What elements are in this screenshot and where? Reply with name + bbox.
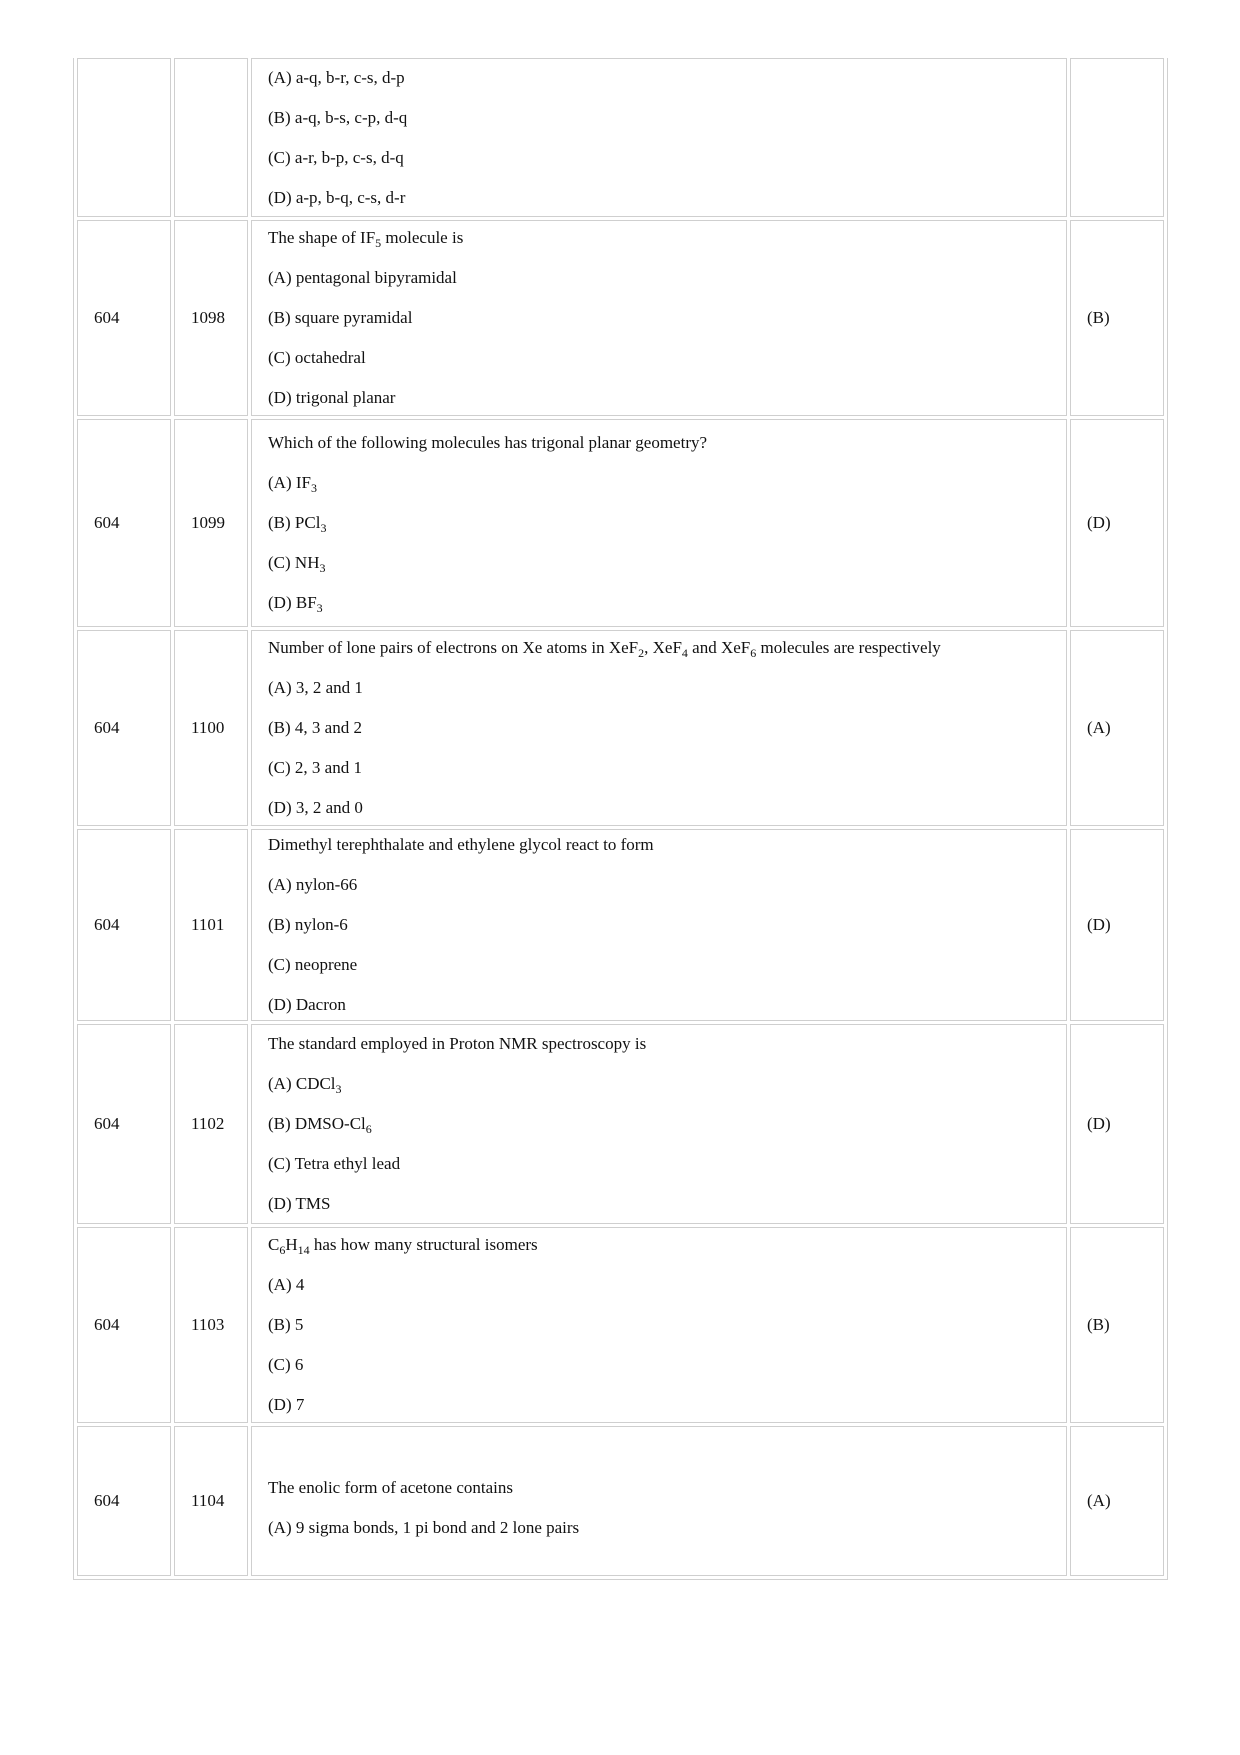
answer-option: (A) a-q, b-r, c-s, d-p: [268, 67, 405, 87]
subject-code-cell: 604: [77, 220, 171, 416]
answer-option: (D) TMS: [268, 1194, 331, 1213]
question-cell: [251, 220, 1067, 416]
answer-option: (C) neoprene: [268, 955, 358, 974]
text-run: , XeF: [644, 638, 682, 657]
text-run: has how many structural isomers: [309, 1235, 538, 1254]
subscript: 3: [319, 561, 326, 575]
text-run: Which of the following molecules has trigonal planar geometry?: [268, 433, 708, 452]
question-id-cell: [174, 58, 248, 217]
question-text: [268, 833, 1050, 857]
text-run: (B) PCl: [268, 513, 321, 532]
question-cell: [251, 829, 1067, 1021]
answer-option: [268, 1112, 1050, 1136]
answer-option: (D) 7: [268, 1395, 305, 1414]
question-id-cell: 1099: [174, 419, 248, 627]
question-row: [77, 630, 1164, 826]
answer-option: (D) a-p, b-q, c-s, d-r: [268, 187, 406, 207]
subscript: 5: [375, 236, 382, 250]
subject-code-cell: [77, 58, 171, 217]
answer-option: (A) nylon-66: [268, 875, 358, 894]
correct-answer-cell: (B): [1070, 220, 1164, 416]
text-run: The enolic form of acetone contains: [268, 1478, 513, 1497]
question-row: [77, 1024, 1164, 1224]
subscript: 2: [638, 646, 645, 660]
subscript: 14: [297, 1243, 310, 1257]
question-cell: [251, 58, 1067, 217]
answer-option: (D) Dacron: [268, 995, 346, 1014]
question-text: [268, 226, 1050, 250]
question-id-cell: 1101: [174, 829, 248, 1021]
text-run: H: [285, 1235, 298, 1254]
answer-option: (C) 6: [268, 1355, 304, 1374]
question-text: [268, 431, 1050, 455]
question-table-body: [77, 58, 1164, 1576]
text-run: (A) IF: [268, 473, 311, 492]
text-run: Dimethyl terephthalate and ethylene glycol react to form: [268, 835, 654, 854]
question-text: [268, 636, 1050, 660]
subscript: 3: [310, 481, 317, 495]
question-row: [77, 829, 1164, 1021]
subject-code-cell: 604: [77, 1024, 171, 1224]
question-text: [268, 1032, 1050, 1056]
question-cell: [251, 630, 1067, 826]
answer-option: (C) octahedral: [268, 348, 366, 367]
subject-code-cell: 604: [77, 630, 171, 826]
correct-answer-cell: (B): [1070, 1227, 1164, 1423]
answer-option: (A) 4: [268, 1275, 305, 1294]
text-run: C: [268, 1235, 280, 1254]
text-run: Number of lone pairs of electrons on Xe atoms in XeF: [268, 638, 639, 657]
answer-option: (C) a-r, b-p, c-s, d-q: [268, 147, 404, 167]
text-run: (B) DMSO-Cl: [268, 1114, 366, 1133]
text-run: (C) NH: [268, 553, 320, 572]
answer-option: (C) Tetra ethyl lead: [268, 1154, 401, 1173]
question-row: [77, 1227, 1164, 1423]
answer-option: [268, 511, 1050, 535]
answer-option: [268, 471, 1050, 495]
correct-answer-cell: [1070, 58, 1164, 217]
question-row: [77, 1426, 1164, 1576]
question-id-cell: 1104: [174, 1426, 248, 1576]
answer-option: (B) nylon-6: [268, 915, 348, 934]
subscript: 3: [335, 1082, 342, 1096]
subscript: 6: [279, 1243, 286, 1257]
question-cell: [251, 1426, 1067, 1576]
correct-answer-cell: (D): [1070, 1024, 1164, 1224]
subscript: 6: [365, 1122, 372, 1136]
text-run: molecules are respectively: [756, 638, 941, 657]
question-row: [77, 58, 1164, 217]
answer-option: (D) 3, 2 and 0: [268, 798, 363, 817]
question-cell: [251, 419, 1067, 627]
question-text: [268, 1233, 1050, 1257]
subscript: 6: [750, 646, 757, 660]
text-run: (D) BF: [268, 593, 317, 612]
answer-option: (A) 9 sigma bonds, 1 pi bond and 2 lone pairs: [268, 1518, 580, 1537]
correct-answer-cell: (A): [1070, 630, 1164, 826]
answer-option: (A) 3, 2 and 1: [268, 678, 363, 697]
question-cell: [251, 1024, 1067, 1224]
answer-option: (B) square pyramidal: [268, 308, 413, 327]
answer-option: [268, 1072, 1050, 1096]
answer-option: [268, 551, 1050, 575]
subject-code-cell: 604: [77, 1227, 171, 1423]
question-row: [77, 220, 1164, 416]
answer-option: (B) 5: [268, 1315, 304, 1334]
answer-option: (B) 4, 3 and 2: [268, 718, 362, 737]
subscript: 3: [316, 601, 323, 615]
answer-option: (C) 2, 3 and 1: [268, 758, 362, 777]
question-row: [77, 419, 1164, 627]
answer-option: (A) pentagonal bipyramidal: [268, 268, 457, 287]
answer-option: (D) trigonal planar: [268, 388, 396, 407]
text-run: (A) CDCl: [268, 1074, 336, 1093]
question-id-cell: 1098: [174, 220, 248, 416]
subscript: 4: [681, 646, 688, 660]
correct-answer-cell: (A): [1070, 1426, 1164, 1576]
subject-code-cell: 604: [77, 1426, 171, 1576]
question-id-cell: 1102: [174, 1024, 248, 1224]
correct-answer-cell: (D): [1070, 829, 1164, 1021]
question-id-cell: 1100: [174, 630, 248, 826]
question-table: [73, 58, 1168, 1580]
text-run: The standard employed in Proton NMR spectroscopy is: [268, 1034, 647, 1053]
text-run: The shape of IF: [268, 228, 376, 247]
subject-code-cell: 604: [77, 829, 171, 1021]
question-id-cell: 1103: [174, 1227, 248, 1423]
question-sheet: [73, 58, 1168, 1755]
question-text: [268, 1476, 1050, 1500]
answer-option: (B) a-q, b-s, c-p, d-q: [268, 107, 408, 127]
text-run: and XeF: [687, 638, 751, 657]
text-run: molecule is: [381, 228, 464, 247]
correct-answer-cell: (D): [1070, 419, 1164, 627]
subscript: 3: [320, 521, 327, 535]
question-cell: [251, 1227, 1067, 1423]
subject-code-cell: 604: [77, 419, 171, 627]
answer-option: [268, 591, 1050, 615]
